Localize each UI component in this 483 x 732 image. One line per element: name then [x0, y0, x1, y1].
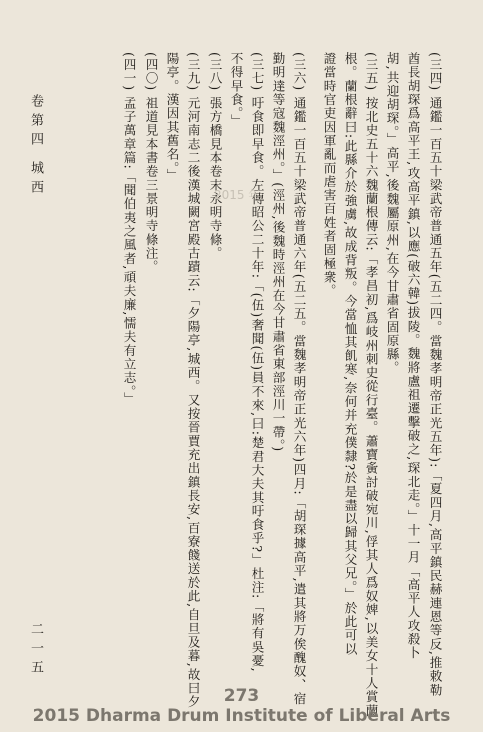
text-column: (四一) 孟子萬章篇:「聞伯夷之風者,頑夫廉,懦夫有立志。」: [121, 52, 137, 406]
scan-page-number: 273: [223, 686, 260, 706]
scan-footer: [0, 686, 483, 726]
page-number: 二一五: [28, 622, 43, 679]
faint-scan-mark: 2015 年: [214, 188, 261, 202]
running-header: 卷第四 城西: [28, 94, 43, 200]
text-column: 證當時官吏因軍亂而虐害百姓者固極衆。: [321, 52, 337, 298]
text-column: 根。蘭根辭曰:此縣介於強虜,故成背叛。今當恤其飢寒,奈何并充僕隸?於是盡以歸其父兄。」於此可以: [342, 52, 358, 656]
text-column: (三六) 通鑑一百五十梁武帝普通六年(五二五。當魏孝明帝正光六年)四月:「胡琛據高平,遣其將万俟醜奴、宿: [291, 52, 307, 706]
text-column: 酋長胡琛爲高平王,攻高平鎮,以應(破六韓)拔陵。魏將盧祖遷擊破之,琛北走。」十一月「高平人攻殺卜: [405, 52, 421, 660]
text-column: 勤明達等寇魏涇州。」(涇州,後魏時涇州在今甘肅省東部涇川一帶。): [270, 52, 286, 453]
text-column: (三五) 按北史五十六魏蘭根傳云:「孝昌初,爲岐州刺史從行臺。蕭寶夤討破宛川,俘其人爲奴婢,以美女十人賞蘭: [363, 52, 379, 718]
watermark: 2015 Dharma Drum Institute of Liberal Arts: [32, 706, 451, 726]
text-column: 陽亭。漢因其舊名。」: [164, 52, 180, 183]
text-column: 不得早食。」: [228, 52, 244, 128]
text-column: (三七) 吁食即早食。左傳昭公二十年:「(伍)奢聞(伍)員不來,曰:楚君大夫其吁食乎?」杜注:「將有吳憂,: [249, 52, 265, 673]
text-column: (三八) 張方橋見本卷末永明寺條。: [207, 52, 223, 261]
text-column: 胡,共迎胡琛。」高平,後魏屬原州,在今甘肅省固原縣。: [384, 52, 400, 375]
text-column: (三九) 元河南志二後漢城闕宮殿古蹟云:「夕陽亭,城西。又按晉賈充出鎮長安,百寮餞送於此,自旦及暮,故曰夕: [185, 52, 201, 709]
text-column: (四〇) 祖道見本書卷三景明寺條注。: [143, 52, 159, 274]
text-column: (三四) 通鑑一百五十梁武帝普通五年(五二四。當魏孝明帝正光五年):「夏四月,高平鎮民赫連恩等反,推敕勒: [427, 52, 443, 697]
